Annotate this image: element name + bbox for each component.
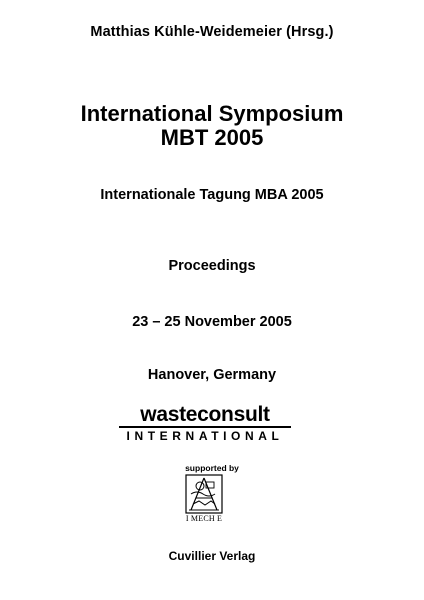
event-dates: 23 – 25 November 2005 bbox=[132, 314, 292, 330]
book-title-line-1: International Symposium bbox=[80, 101, 344, 126]
book-title-line-2: MBT 2005 bbox=[160, 125, 264, 150]
wasteconsult-logo-wordmark: wasteconsult bbox=[140, 403, 270, 426]
book-subtitle: Internationale Tagung MBA 2005 bbox=[100, 187, 324, 203]
imeche-logo-caption: I MECH E bbox=[185, 514, 223, 523]
proceedings-label: Proceedings bbox=[168, 258, 256, 274]
wasteconsult-logo bbox=[117, 404, 293, 446]
publisher-name: Cuvillier Verlag bbox=[168, 549, 256, 563]
wasteconsult-logo-tagline: INTERNATIONAL bbox=[126, 429, 284, 443]
event-location: Hanover, Germany bbox=[147, 367, 277, 383]
wasteconsult-logo-rule bbox=[119, 426, 291, 428]
imeche-logo bbox=[183, 474, 225, 526]
editor-credit: Matthias Kühle-Weidemeier (Hrsg.) bbox=[90, 24, 334, 40]
imeche-emblem-icon bbox=[183, 474, 225, 514]
supported-by-label: supported by bbox=[185, 463, 239, 473]
